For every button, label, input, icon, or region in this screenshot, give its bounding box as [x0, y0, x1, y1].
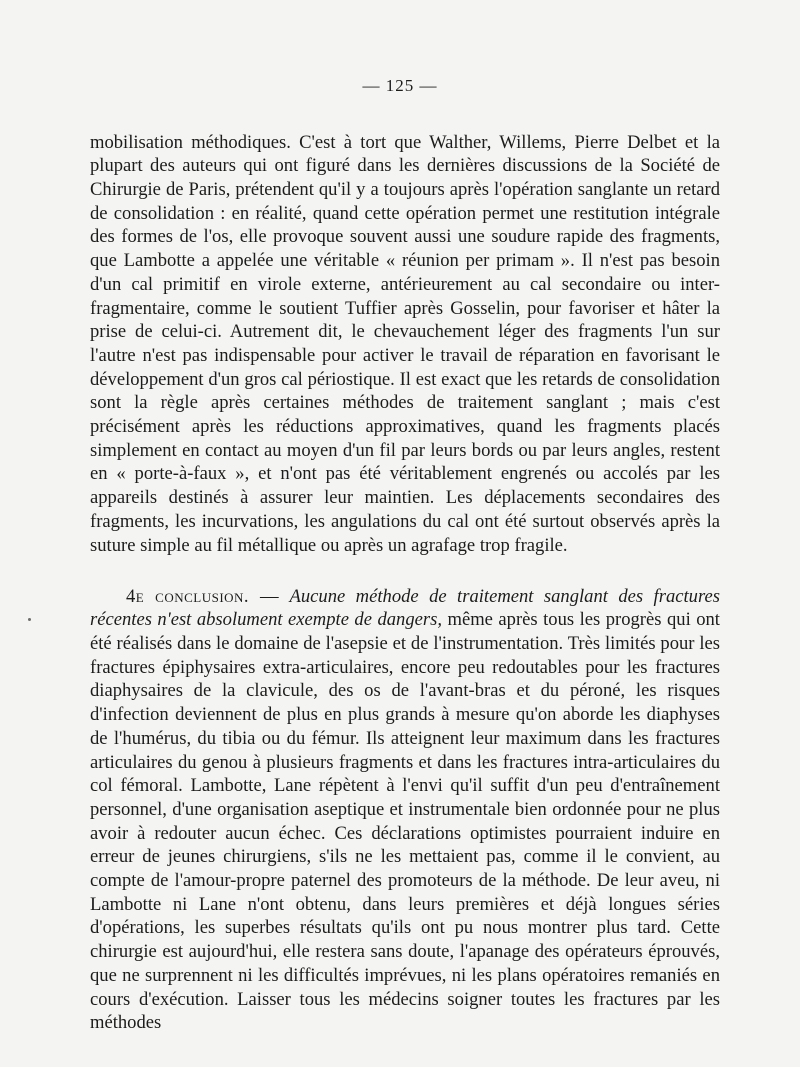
- paragraph-2-text: même après tous les progrès qui ont été réalisés dans le domaine de l'asepsie et de l'instrumentation. Très limités pour les fractures épiphysaires extra-articulaires, encore peu redoutables pour les fractures diaphysaires de la clavicule, des os de l'avant-bras et du péroné, les risques d'infection deviennent de plus en plus grands à mesure qu'on aborde les diaphyses de l'humérus, du tibia ou du fémur. Ils atteignent leur maximum dans les fractures articulaires du genou à plusieurs fragments et dans les fractures intra-articulaires du col fémoral. Lambotte, Lane répètent à l'envi qu'il suffit d'un peu d'entraînement personnel, d'une organisation aseptique et instrumentale bien ordonnée pour ne plus avoir à redouter aucun échec. Ces déclarations optimistes pourraient induire en erreur de jeunes chirurgiens, s'ils ne les mettaient pas, comme il le convient, au compte de l'amour-propre paternel des promoteurs de la méthode. De leur aveu, ni Lambotte ni Lane n'ont obtenu, dans leurs premières et déjà longues séries d'opérations, les superbes résultats qu'ils ont pu nous montrer plus tard. Cette chirurgie est aujourd'hui, elle restera sans doute, l'apanage des opérateurs éprouvés, que ne surprennent ni les difficultés imprévues, ni les plans opératoires remaniés en cours d'exécution. Laisser tous les médecins soigner toutes les fractures par les méthodes: [90, 609, 720, 1034]
- section-heading: 4e conclusion. —: [126, 585, 280, 607]
- page-number: — 125 —: [362, 76, 438, 95]
- margin-speck: [28, 618, 31, 621]
- paragraph-1: mobilisation méthodiques. C'est à tort que Walther, Willems, Pierre Delbet et la plupart des auteurs qui ont figuré dans les dernières discussions de la Société de Chirurgie de Paris, prétendent qu'il y a toujours après l'opération sanglante un retard de consolidation : en réalité, quand cette opération permet une restitution intégrale des formes de l'os, elle provoque souvent aussi une soudure rapide des fragments, que Lambotte a appelée une véritable « réunion per primam ». Il n'est pas besoin d'un cal primitif en virole externe, antérieurement au cal secondaire ou inter-fragmentaire, comme le soutient Tuffier après Gosselin, pour favoriser et hâter la prise de celui-ci. Autrement dit, le chevauchement léger des fragments l'un sur l'autre n'est pas indispensable pour activer le travail de réparation en favorisant le développement d'un gros cal périostique. Il est exact que les retards de consolidation sont la règle après certaines méthodes de traitement sanglant ; mais c'est précisément après les réductions approximatives, quand les fragments placés simplement en contact au moyen d'un fil par leurs bords ou par leurs angles, restent en « porte-à-faux », et n'ont pas été véritablement engrenés ou accolés par les appareils destinés à assurer leur maintien. Les déplacements secondaires des fragments, les incurvations, les angulations du cal ont été surtout observés après la suture simple au fil métallique ou après un agrafage trop fragile.: [90, 131, 720, 556]
- lead-statement: Aucune méthode de traitement sanglant des fractures récentes n'est absolument exempte de dangers,: [90, 585, 720, 631]
- paragraph-2: [90, 585, 720, 1035]
